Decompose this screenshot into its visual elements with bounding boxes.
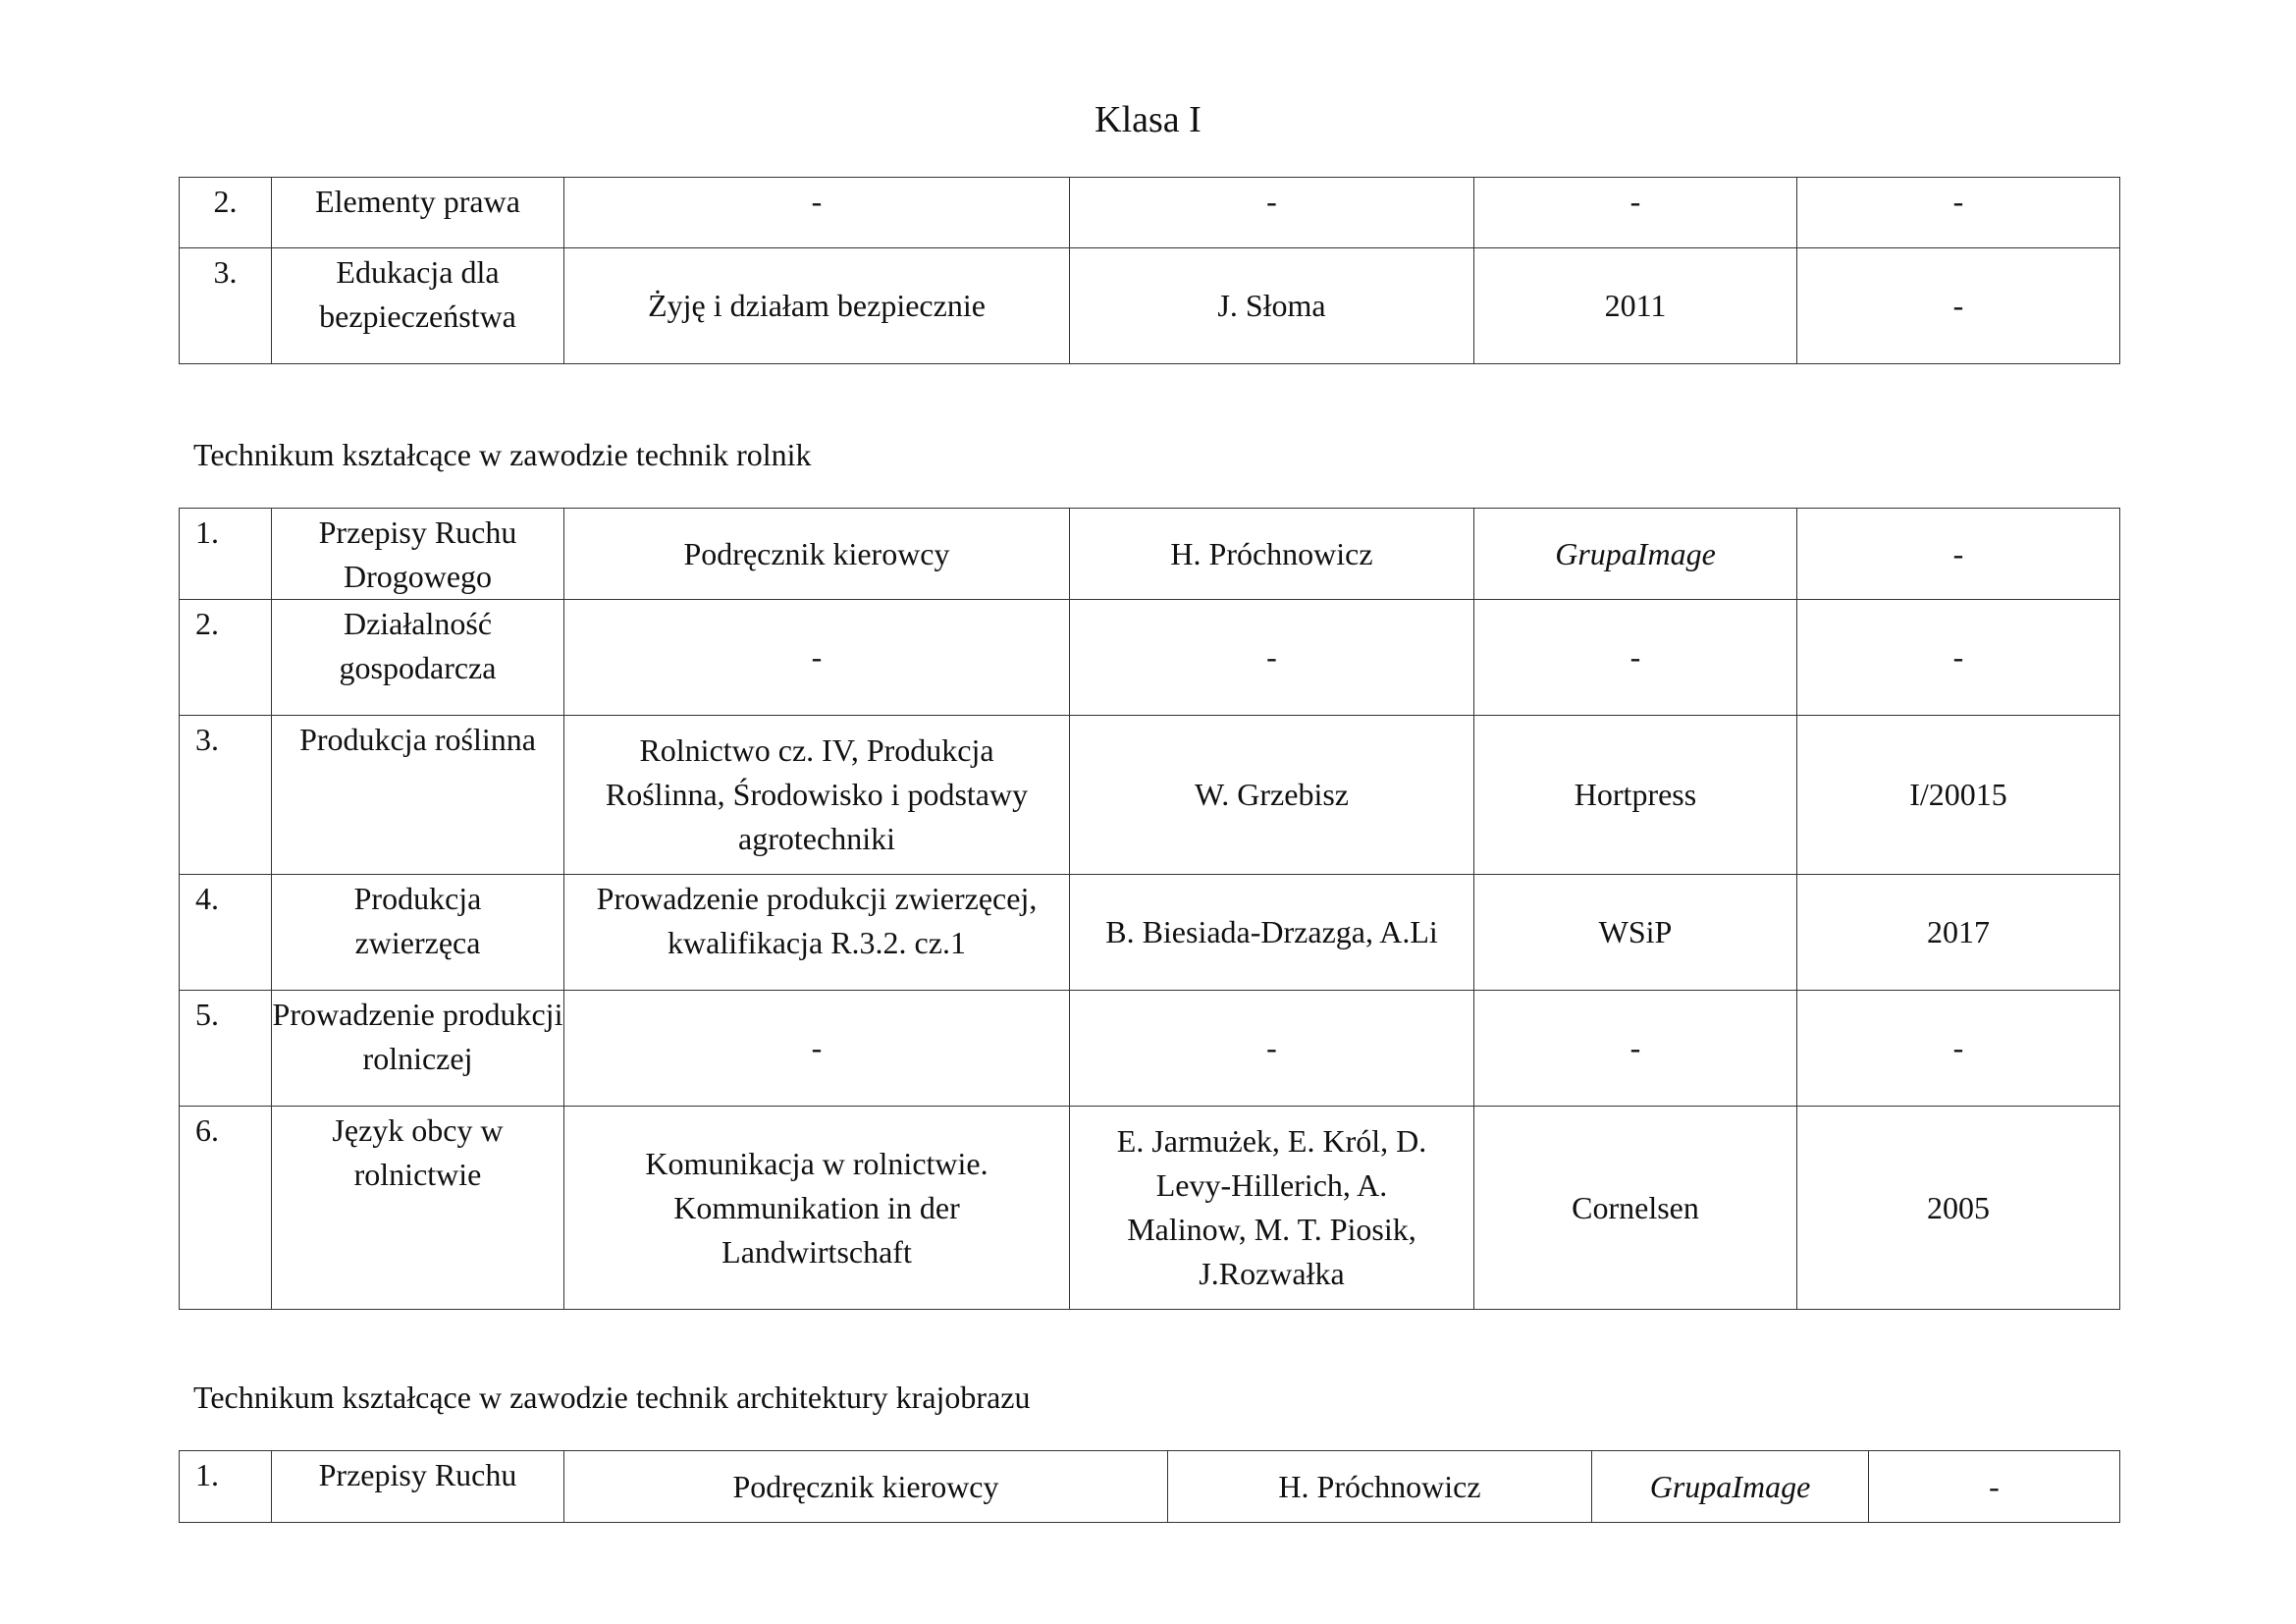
- cell-title: Komunikacja w rolnictwie. Kommunikation in der Landwirtschaft: [564, 1107, 1070, 1310]
- table-klasa-i: [179, 177, 2120, 364]
- cell-author: E. Jarmużek, E. Król, D. Levy-Hillerich, A. Malinow, M. T. Piosik, J.Rozwałka: [1070, 1107, 1474, 1310]
- cell-author: -: [1070, 991, 1474, 1107]
- table-technik-rolnik: [179, 508, 2120, 1310]
- cell-number: -: [1797, 509, 2120, 600]
- table-row: [180, 875, 2120, 991]
- table-row: [180, 1107, 2120, 1310]
- cell-subject: Produkcja zwierzęca: [272, 875, 564, 991]
- cell-author: H. Próchnowicz: [1168, 1451, 1592, 1523]
- cell-author: B. Biesiada-Drzazga, A.Li: [1070, 875, 1474, 991]
- cell-title: Podręcznik kierowcy: [564, 1451, 1168, 1523]
- table-row: [180, 509, 2120, 600]
- cell-no: 4.: [180, 875, 272, 991]
- cell-number: -: [1869, 1451, 2120, 1523]
- cell-no: 6.: [180, 1107, 272, 1310]
- cell-title: Żyję i działam bezpiecznie: [564, 248, 1070, 364]
- cell-no: 3.: [180, 248, 272, 364]
- cell-number: -: [1797, 600, 2120, 716]
- section-heading-technik-rolnik: Technikum kształcące w zawodzie technik rolnik: [193, 437, 812, 472]
- cell-publisher: GrupaImage: [1474, 509, 1797, 600]
- cell-no: 2.: [180, 178, 272, 248]
- cell-title: -: [564, 991, 1070, 1107]
- cell-subject: Edukacja dla bezpieczeństwa: [272, 248, 564, 364]
- cell-no: 1.: [180, 509, 272, 600]
- cell-publisher: -: [1474, 991, 1797, 1107]
- table-row: [180, 178, 2120, 248]
- cell-no: 3.: [180, 716, 272, 875]
- cell-publisher: Cornelsen: [1474, 1107, 1797, 1310]
- cell-subject: Przepisy Ruchu Drogowego: [272, 509, 564, 600]
- table-row: [180, 716, 2120, 875]
- cell-author: -: [1070, 600, 1474, 716]
- cell-subject: Prowadzenie produkcji rolniczej: [272, 991, 564, 1107]
- cell-subject: Język obcy w rolnictwie: [272, 1107, 564, 1310]
- page-title: Klasa I: [1095, 99, 1201, 140]
- cell-title: -: [564, 178, 1070, 248]
- cell-subject: Działalność gospodarcza: [272, 600, 564, 716]
- table-row: [180, 991, 2120, 1107]
- cell-title: Prowadzenie produkcji zwierzęcej, kwalifikacja R.3.2. cz.1: [564, 875, 1070, 991]
- cell-number: I/20015: [1797, 716, 2120, 875]
- cell-no: 5.: [180, 991, 272, 1107]
- cell-publisher: Hortpress: [1474, 716, 1797, 875]
- cell-no: 2.: [180, 600, 272, 716]
- table-row: [180, 600, 2120, 716]
- table-row: [180, 248, 2120, 364]
- table-architektura-krajobrazu: [179, 1450, 2120, 1523]
- cell-publisher: 2011: [1474, 248, 1797, 364]
- cell-number: -: [1797, 248, 2120, 364]
- cell-publisher: GrupaImage: [1592, 1451, 1869, 1523]
- cell-no: 1.: [180, 1451, 272, 1523]
- cell-title: -: [564, 600, 1070, 716]
- cell-publisher: WSiP: [1474, 875, 1797, 991]
- cell-subject: Produkcja roślinna: [272, 716, 564, 875]
- cell-publisher: -: [1474, 600, 1797, 716]
- cell-number: 2017: [1797, 875, 2120, 991]
- cell-title: Podręcznik kierowcy: [564, 509, 1070, 600]
- table-row: [180, 1451, 2120, 1523]
- cell-author: W. Grzebisz: [1070, 716, 1474, 875]
- cell-author: -: [1070, 178, 1474, 248]
- cell-number: 2005: [1797, 1107, 2120, 1310]
- cell-author: H. Próchnowicz: [1070, 509, 1474, 600]
- cell-subject: Przepisy Ruchu: [272, 1451, 564, 1523]
- cell-title: Rolnictwo cz. IV, Produkcja Roślinna, Środowisko i podstawy agrotechniki: [564, 716, 1070, 875]
- cell-subject: Elementy prawa: [272, 178, 564, 248]
- cell-publisher: -: [1474, 178, 1797, 248]
- section-heading-architektura-krajobrazu: Technikum kształcące w zawodzie technik architektury krajobrazu: [193, 1380, 1031, 1415]
- cell-author: J. Słoma: [1070, 248, 1474, 364]
- cell-number: -: [1797, 178, 2120, 248]
- cell-number: -: [1797, 991, 2120, 1107]
